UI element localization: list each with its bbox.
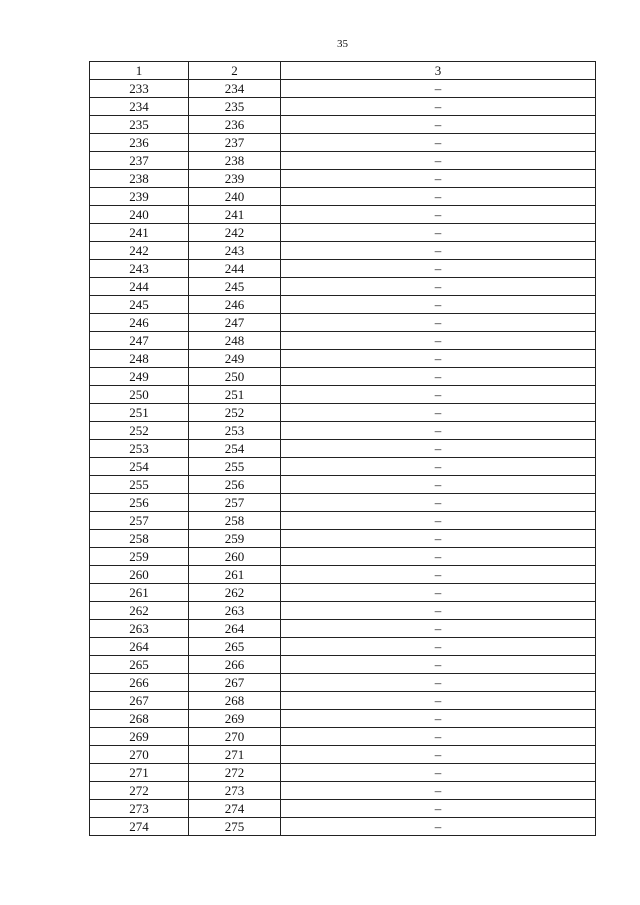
table-cell-col-1: 262 bbox=[90, 602, 189, 620]
table-cell-col-3: – bbox=[281, 800, 596, 818]
table-cell-col-1: 247 bbox=[90, 332, 189, 350]
table-cell-col-1: 246 bbox=[90, 314, 189, 332]
table-cell-col-1: 255 bbox=[90, 476, 189, 494]
table-cell-col-2: 238 bbox=[189, 152, 281, 170]
table-cell-col-3: – bbox=[281, 692, 596, 710]
page-number: 35 bbox=[337, 38, 348, 50]
table-row bbox=[90, 278, 596, 296]
column-header-1: 1 bbox=[90, 62, 189, 80]
table-cell-col-1: 253 bbox=[90, 440, 189, 458]
table-cell-col-3: – bbox=[281, 746, 596, 764]
table-cell-col-1: 243 bbox=[90, 260, 189, 278]
table-row bbox=[90, 242, 596, 260]
table-cell-col-1: 269 bbox=[90, 728, 189, 746]
column-header-3: 3 bbox=[281, 62, 596, 80]
table-cell-col-2: 254 bbox=[189, 440, 281, 458]
table-cell-col-3: – bbox=[281, 494, 596, 512]
table-cell-col-1: 261 bbox=[90, 584, 189, 602]
table-cell-col-2: 235 bbox=[189, 98, 281, 116]
table-cell-col-1: 234 bbox=[90, 98, 189, 116]
table-cell-col-3: – bbox=[281, 656, 596, 674]
table-cell-col-2: 255 bbox=[189, 458, 281, 476]
table-cell-col-3: – bbox=[281, 188, 596, 206]
table-cell-col-1: 271 bbox=[90, 764, 189, 782]
table-row bbox=[90, 548, 596, 566]
table-cell-col-2: 269 bbox=[189, 710, 281, 728]
table-cell-col-2: 275 bbox=[189, 818, 281, 836]
table-cell-col-1: 235 bbox=[90, 116, 189, 134]
table-cell-col-1: 256 bbox=[90, 494, 189, 512]
table-row bbox=[90, 98, 596, 116]
table-cell-col-2: 268 bbox=[189, 692, 281, 710]
table-cell-col-1: 267 bbox=[90, 692, 189, 710]
table-row bbox=[90, 746, 596, 764]
table-row bbox=[90, 620, 596, 638]
header-row bbox=[90, 62, 596, 80]
table-cell-col-3: – bbox=[281, 674, 596, 692]
table-row bbox=[90, 152, 596, 170]
table-cell-col-3: – bbox=[281, 314, 596, 332]
table-cell-col-2: 270 bbox=[189, 728, 281, 746]
table-row bbox=[90, 512, 596, 530]
table-cell-col-1: 239 bbox=[90, 188, 189, 206]
table-cell-col-2: 250 bbox=[189, 368, 281, 386]
table-cell-col-1: 244 bbox=[90, 278, 189, 296]
data-table bbox=[89, 61, 596, 836]
table-cell-col-1: 264 bbox=[90, 638, 189, 656]
table-cell-col-1: 274 bbox=[90, 818, 189, 836]
table-row bbox=[90, 656, 596, 674]
table-cell-col-3: – bbox=[281, 782, 596, 800]
table-row bbox=[90, 206, 596, 224]
table-row bbox=[90, 134, 596, 152]
table-cell-col-1: 248 bbox=[90, 350, 189, 368]
table-cell-col-2: 274 bbox=[189, 800, 281, 818]
table-cell-col-3: – bbox=[281, 638, 596, 656]
table-cell-col-3: – bbox=[281, 368, 596, 386]
table-cell-col-2: 236 bbox=[189, 116, 281, 134]
table-row bbox=[90, 782, 596, 800]
column-header-2: 2 bbox=[189, 62, 281, 80]
table-row bbox=[90, 710, 596, 728]
table-row bbox=[90, 422, 596, 440]
table-cell-col-2: 245 bbox=[189, 278, 281, 296]
table-cell-col-3: – bbox=[281, 548, 596, 566]
table-cell-col-2: 256 bbox=[189, 476, 281, 494]
table-cell-col-2: 260 bbox=[189, 548, 281, 566]
table-body bbox=[90, 80, 596, 836]
table-row bbox=[90, 494, 596, 512]
table-cell-col-2: 237 bbox=[189, 134, 281, 152]
table-cell-col-3: – bbox=[281, 710, 596, 728]
table-cell-col-1: 258 bbox=[90, 530, 189, 548]
table-cell-col-2: 244 bbox=[189, 260, 281, 278]
table-cell-col-3: – bbox=[281, 458, 596, 476]
table-cell-col-2: 258 bbox=[189, 512, 281, 530]
table-row bbox=[90, 314, 596, 332]
table-row bbox=[90, 476, 596, 494]
table-cell-col-3: – bbox=[281, 818, 596, 836]
table-row bbox=[90, 296, 596, 314]
table-row bbox=[90, 368, 596, 386]
table-row bbox=[90, 566, 596, 584]
table-cell-col-3: – bbox=[281, 80, 596, 98]
table-row bbox=[90, 638, 596, 656]
table-cell-col-2: 264 bbox=[189, 620, 281, 638]
table-cell-col-3: – bbox=[281, 476, 596, 494]
table-row bbox=[90, 260, 596, 278]
table-row bbox=[90, 404, 596, 422]
table-cell-col-3: – bbox=[281, 764, 596, 782]
table-cell-col-1: 250 bbox=[90, 386, 189, 404]
table-cell-col-2: 271 bbox=[189, 746, 281, 764]
table-cell-col-2: 240 bbox=[189, 188, 281, 206]
table-cell-col-3: – bbox=[281, 422, 596, 440]
table-cell-col-3: – bbox=[281, 170, 596, 188]
table-cell-col-3: – bbox=[281, 728, 596, 746]
table-cell-col-1: 245 bbox=[90, 296, 189, 314]
table-cell-col-2: 266 bbox=[189, 656, 281, 674]
table-row bbox=[90, 458, 596, 476]
table-cell-col-1: 254 bbox=[90, 458, 189, 476]
table-cell-col-1: 233 bbox=[90, 80, 189, 98]
table-row bbox=[90, 224, 596, 242]
table-row bbox=[90, 80, 596, 98]
table-cell-col-3: – bbox=[281, 620, 596, 638]
table-cell-col-3: – bbox=[281, 584, 596, 602]
table-row bbox=[90, 584, 596, 602]
table-cell-col-1: 272 bbox=[90, 782, 189, 800]
table-cell-col-1: 252 bbox=[90, 422, 189, 440]
table-cell-col-3: – bbox=[281, 98, 596, 116]
table-row bbox=[90, 602, 596, 620]
table-cell-col-1: 242 bbox=[90, 242, 189, 260]
table-cell-col-3: – bbox=[281, 152, 596, 170]
table-cell-col-3: – bbox=[281, 278, 596, 296]
table-cell-col-3: – bbox=[281, 602, 596, 620]
table-cell-col-2: 265 bbox=[189, 638, 281, 656]
table-cell-col-1: 263 bbox=[90, 620, 189, 638]
table-cell-col-1: 251 bbox=[90, 404, 189, 422]
table-cell-col-3: – bbox=[281, 530, 596, 548]
table-cell-col-1: 240 bbox=[90, 206, 189, 224]
table-cell-col-2: 267 bbox=[189, 674, 281, 692]
table-cell-col-1: 257 bbox=[90, 512, 189, 530]
table-cell-col-1: 265 bbox=[90, 656, 189, 674]
table-header bbox=[90, 62, 596, 80]
table-cell-col-2: 263 bbox=[189, 602, 281, 620]
table-cell-col-2: 272 bbox=[189, 764, 281, 782]
table-row bbox=[90, 386, 596, 404]
table-row bbox=[90, 674, 596, 692]
table-cell-col-2: 248 bbox=[189, 332, 281, 350]
table-cell-col-2: 251 bbox=[189, 386, 281, 404]
table-cell-col-2: 249 bbox=[189, 350, 281, 368]
table-row bbox=[90, 764, 596, 782]
table-cell-col-3: – bbox=[281, 332, 596, 350]
table-cell-col-2: 234 bbox=[189, 80, 281, 98]
table-row bbox=[90, 116, 596, 134]
table-cell-col-2: 262 bbox=[189, 584, 281, 602]
table-cell-col-3: – bbox=[281, 116, 596, 134]
table-cell-col-3: – bbox=[281, 350, 596, 368]
table-cell-col-3: – bbox=[281, 440, 596, 458]
table-row bbox=[90, 170, 596, 188]
table-cell-col-1: 273 bbox=[90, 800, 189, 818]
table-cell-col-2: 247 bbox=[189, 314, 281, 332]
table-cell-col-2: 239 bbox=[189, 170, 281, 188]
table-cell-col-3: – bbox=[281, 260, 596, 278]
table-cell-col-2: 241 bbox=[189, 206, 281, 224]
table-cell-col-3: – bbox=[281, 134, 596, 152]
table-cell-col-3: – bbox=[281, 224, 596, 242]
table-cell-col-1: 237 bbox=[90, 152, 189, 170]
table-row bbox=[90, 530, 596, 548]
table-row bbox=[90, 440, 596, 458]
table-cell-col-2: 246 bbox=[189, 296, 281, 314]
table-cell-col-1: 241 bbox=[90, 224, 189, 242]
table-cell-col-2: 273 bbox=[189, 782, 281, 800]
table-cell-col-2: 261 bbox=[189, 566, 281, 584]
table-row bbox=[90, 332, 596, 350]
table-cell-col-2: 253 bbox=[189, 422, 281, 440]
table-cell-col-1: 238 bbox=[90, 170, 189, 188]
table-cell-col-1: 266 bbox=[90, 674, 189, 692]
table-cell-col-2: 257 bbox=[189, 494, 281, 512]
table-cell-col-3: – bbox=[281, 566, 596, 584]
table-cell-col-1: 268 bbox=[90, 710, 189, 728]
table-row bbox=[90, 692, 596, 710]
table-cell-col-1: 236 bbox=[90, 134, 189, 152]
table-row bbox=[90, 818, 596, 836]
table-cell-col-1: 249 bbox=[90, 368, 189, 386]
table-cell-col-3: – bbox=[281, 386, 596, 404]
table-cell-col-1: 260 bbox=[90, 566, 189, 584]
table-row bbox=[90, 350, 596, 368]
table-cell-col-3: – bbox=[281, 404, 596, 422]
table-cell-col-2: 242 bbox=[189, 224, 281, 242]
table-cell-col-2: 259 bbox=[189, 530, 281, 548]
table-cell-col-3: – bbox=[281, 512, 596, 530]
table-cell-col-3: – bbox=[281, 242, 596, 260]
table-cell-col-3: – bbox=[281, 206, 596, 224]
table-cell-col-1: 270 bbox=[90, 746, 189, 764]
table-cell-col-1: 259 bbox=[90, 548, 189, 566]
table-cell-col-2: 243 bbox=[189, 242, 281, 260]
table-row bbox=[90, 728, 596, 746]
table-row bbox=[90, 800, 596, 818]
table-cell-col-2: 252 bbox=[189, 404, 281, 422]
table-row bbox=[90, 188, 596, 206]
table-cell-col-3: – bbox=[281, 296, 596, 314]
